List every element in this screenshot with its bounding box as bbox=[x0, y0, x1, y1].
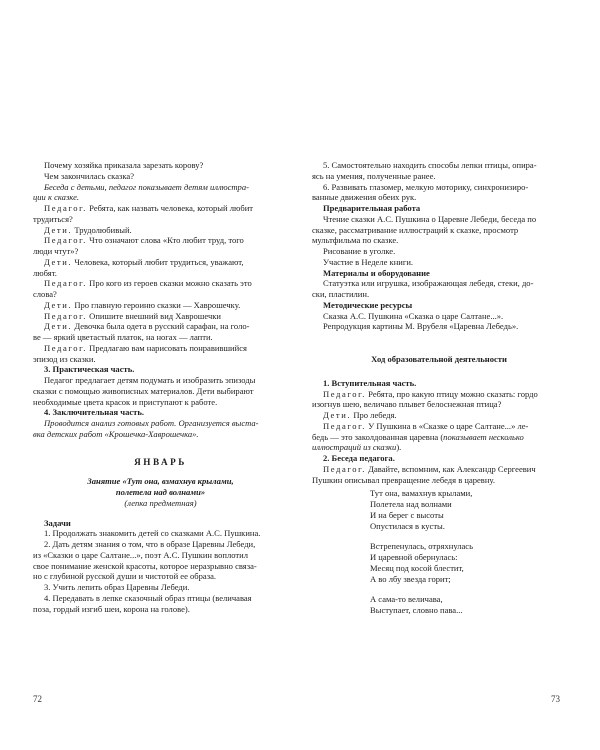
body-line: ски, пластилин. bbox=[312, 289, 370, 299]
task-line: 4. Передавать в лепке сказочный образ птицы (величавая bbox=[44, 592, 252, 603]
task-line: но с глубиной русской души и чистотой ее образа. bbox=[33, 571, 217, 582]
poem-line: Встрепенулась, отряхнулась bbox=[370, 541, 473, 552]
question-line: Почему хозяйка приказала зарезать корову? bbox=[44, 160, 204, 170]
part-heading: 3. Практическая часть. bbox=[44, 364, 135, 375]
poem-stanza bbox=[370, 541, 566, 584]
dialogue-line-cont: слова? bbox=[33, 289, 57, 299]
dialogue-line-cont: иллюстраций из сказки). bbox=[312, 442, 402, 453]
left-page bbox=[33, 160, 288, 614]
body-line: Статуэтка или игрушка, изображающая лебедя, стеки, до- bbox=[323, 278, 534, 289]
speaker-label: Педагог. bbox=[323, 388, 367, 399]
poem-stanza bbox=[370, 594, 566, 616]
right-page bbox=[312, 160, 566, 626]
dialogue-line: Дети. Девочка была одета в русский сарафан, на голо- bbox=[44, 321, 250, 332]
tasks-heading: Задачи bbox=[44, 517, 71, 528]
conversation-heading: Беседа с детьми, педагог показывает детям иллюстра- bbox=[44, 181, 249, 192]
dialogue-line: Дети. Про лебедя. bbox=[323, 410, 397, 420]
speaker-label: Педагог. bbox=[323, 420, 367, 431]
dialogue-line: Дети. Про главную героиню сказки — Хаврошечку. bbox=[44, 299, 241, 310]
dialogue-line: Дети. Трудолюбивый. bbox=[44, 224, 132, 235]
dialogue-line-cont: люди чтут»? bbox=[33, 246, 79, 256]
conversation-heading-cont: ции к сказке. bbox=[33, 192, 79, 203]
dialogue-line: Дети. Человека, который любит трудиться, уважают, bbox=[44, 256, 244, 267]
poem-line: Тут она, вамахнув крылами, bbox=[370, 488, 473, 499]
dialogue-line: Педагог. Предлагаю вам нарисовать понравившийся bbox=[44, 342, 247, 353]
speaker-label: Педагог. bbox=[44, 278, 88, 289]
speaker-label: Педагог. bbox=[44, 235, 88, 246]
task-line: из «Сказки о царе Салтане...», поэт А.С. Пушкин воплотил bbox=[33, 549, 248, 560]
body-line: сказке, рассматривание иллюстраций к сказке, просмотр bbox=[312, 224, 519, 235]
speaker-label: Педагог. bbox=[44, 310, 88, 321]
task-line: 5. Самостоятельно находить способы лепки птицы, опира- bbox=[323, 160, 537, 170]
section-title: Ход образовательной деятельности bbox=[371, 354, 507, 364]
body-line: Педагог предлагает детям подумать и изобразить эпизоды bbox=[44, 375, 256, 385]
lesson-subtitle: (лепка предметная) bbox=[124, 497, 197, 508]
body-line: необходимые цвета красок и приступают к работе. bbox=[33, 396, 218, 407]
dialogue-line: Педагог. Про кого из героев сказки можно сказать это bbox=[44, 278, 252, 289]
speaker-label: Педагог. bbox=[44, 203, 88, 213]
task-line: ванные движения обеих рук. bbox=[312, 192, 417, 203]
lesson-title: Занятие «Тут она, взмахнув крылами, bbox=[87, 476, 234, 487]
body-line: мультфильма по сказке. bbox=[312, 235, 399, 246]
task-line: 6. Развивать глазомер, мелкую моторику, синхронизиро- bbox=[323, 181, 529, 192]
poem-line: Полетела над волнами bbox=[370, 499, 452, 509]
dialogue-line: Педагог. Что означают слова «Кто любит труд, того bbox=[44, 235, 244, 246]
poem-line: И царевной обернулась: bbox=[370, 552, 458, 562]
dialogue-line-cont: любят. bbox=[33, 267, 57, 278]
poem-line: Выступает, словно пава... bbox=[370, 605, 463, 615]
poem-line: Месяц под косой блестит, bbox=[370, 562, 464, 573]
resources-heading: Методические ресурсы bbox=[323, 299, 413, 310]
body-line: Репродукция картины М. Врубеля «Царевна Лебедь». bbox=[323, 321, 519, 332]
task-line: ясь на умения, полученные ранее. bbox=[312, 170, 436, 181]
dialogue-line-cont: эпизод из сказки. bbox=[33, 353, 96, 364]
body-line: Участие в Неделе книги. bbox=[323, 256, 414, 267]
speaker-label: Дети. bbox=[44, 256, 73, 267]
month-heading: ЯНВАРЬ bbox=[134, 456, 187, 467]
part-heading: 1. Вступительная часть. bbox=[323, 377, 417, 388]
poem bbox=[370, 488, 566, 616]
part-heading: 4. Заключительная часть. bbox=[44, 407, 145, 418]
dialogue-line-cont: трудиться? bbox=[33, 213, 73, 224]
dialogue-line: Педагог. Опишите внешний вид Хаврошечки bbox=[44, 310, 221, 321]
body-line: вка детских работ «Крошечка-Хаврошечка». bbox=[33, 428, 199, 439]
dialogue-line-cont: Пушкин описывал превращение лебедя в царевну. bbox=[312, 474, 495, 485]
poem-line: А сама-то величава, bbox=[370, 594, 443, 605]
materials-heading: Материалы и оборудование bbox=[323, 267, 430, 278]
dialogue-line: Педагог. Ребята, как назвать человека, который любит bbox=[44, 203, 254, 213]
lesson-title-cont: полетела над волнами» bbox=[115, 487, 206, 497]
dialogue-line-cont: ве — яркий цветастый платок, на ногах — лапти. bbox=[33, 332, 213, 342]
task-line: 3. Учить лепить образ Царевны Лебеди. bbox=[44, 582, 190, 592]
speaker-label: Педагог. bbox=[44, 342, 88, 353]
body-line: Рисование в уголке. bbox=[323, 246, 396, 256]
speaker-label: Педагог. bbox=[323, 463, 367, 474]
dialogue-line: Педагог. Давайте, вспомним, как Александр Сергеевич bbox=[323, 463, 536, 474]
dialogue-line-cont: изогнув шею, величаво плывет белоснежная птица? bbox=[312, 399, 502, 410]
poem-line: А во лбу звезда горит; bbox=[370, 573, 451, 584]
poem-line: Опустилася в кусты. bbox=[370, 520, 445, 531]
task-line: поза, гордый изгиб шеи, корона на голове). bbox=[33, 603, 190, 614]
body-line: сказки с помощью живописных материалов. Дети выбирают bbox=[33, 385, 254, 396]
poem-line: И на берег с высоты bbox=[370, 509, 444, 520]
speaker-label: Дети. bbox=[44, 299, 73, 310]
task-line: 1. Продолжать знакомить детей со сказками А.С. Пушкина. bbox=[44, 528, 261, 539]
speaker-label: Дети. bbox=[44, 224, 73, 235]
speaker-label: Дети. bbox=[323, 410, 352, 420]
page-number-left: 72 bbox=[33, 694, 42, 704]
task-line: 2. Дать детям знания о том, что в образе Царевны Лебеди, bbox=[44, 539, 256, 549]
body-line: Сказка А.С. Пушкина «Сказка о царе Салтане...». bbox=[323, 310, 504, 321]
body-line: Чтение сказки А.С. Пушкина о Царевне Лебеди, беседа по bbox=[323, 213, 537, 224]
dialogue-line: Педагог. Ребята, про какую птицу можно сказать: гордо bbox=[323, 388, 538, 399]
dialogue-line-cont: бедь — это заколдованная царевна (показывает несколько bbox=[312, 431, 524, 442]
part-heading: 2. Беседа педагога. bbox=[323, 453, 395, 463]
speaker-label: Дети. bbox=[44, 321, 73, 332]
page-number-right: 73 bbox=[551, 694, 560, 704]
body-line: Проводится анализ готовых работ. Организуется выста- bbox=[44, 418, 259, 428]
poem-stanza bbox=[370, 488, 566, 531]
dialogue-line: Педагог. У Пушкина в «Сказке о царе Салтане...» ле- bbox=[323, 420, 529, 431]
question-line: Чем закончилась сказка? bbox=[44, 170, 134, 181]
task-line: свое понимание женской красоты, которое неразрывно связа- bbox=[33, 560, 257, 571]
prep-heading: Предварительная работа bbox=[323, 203, 421, 213]
